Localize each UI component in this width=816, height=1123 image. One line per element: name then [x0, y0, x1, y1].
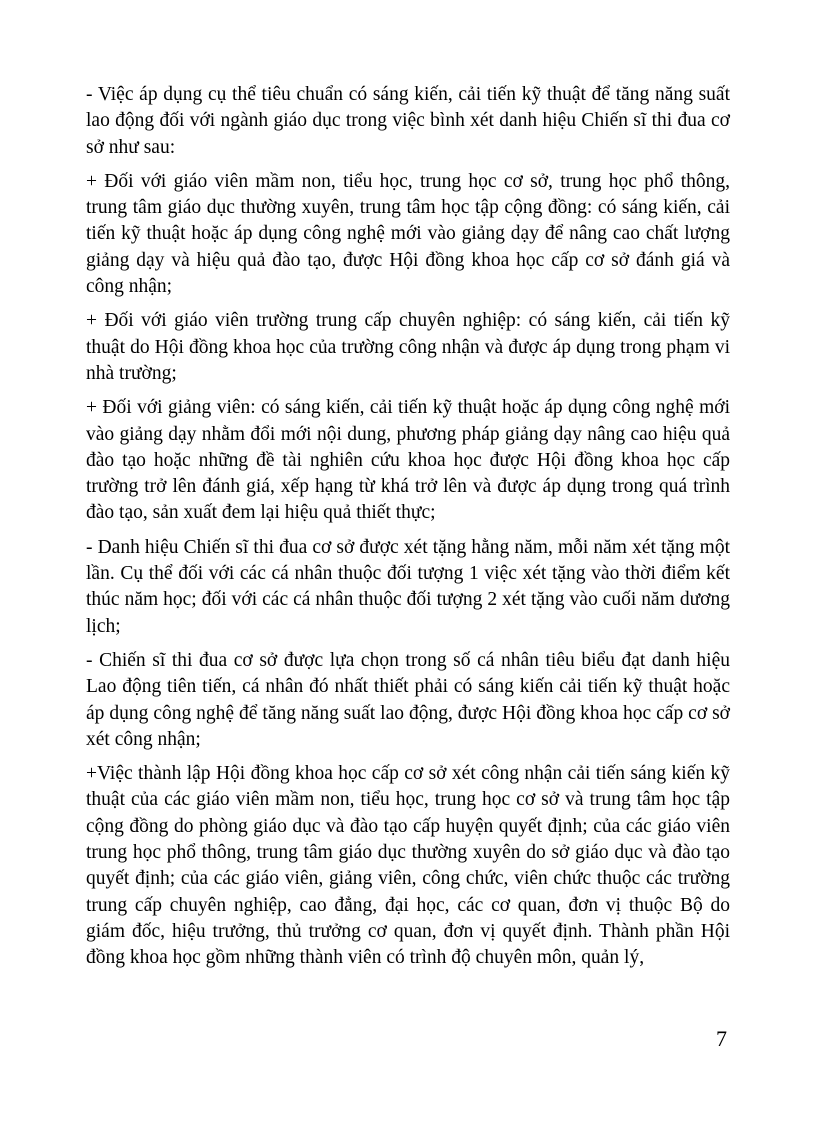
- paragraph-selection: - Chiến sĩ thi đua cơ sở được lựa chọn trong số cá nhân tiêu biểu đạt danh hiệu Lao động tiên tiến, cá nhân đó nhất thiết phải có sáng kiến cải tiến kỹ thuật hoặc áp dụng công nghệ để tăng năng suất lao động, được Hội đồng khoa học cấp cơ sở xét công nhận;: [86, 649, 730, 750]
- document-body: [86, 82, 730, 980]
- paragraph-vocational-teachers: + Đối với giáo viên trường trung cấp chuyên nghiệp: có sáng kiến, cải tiến kỹ thuật do Hội đồng khoa học của trường công nhận và được áp dụng trong phạm vi nhà trường;: [86, 310, 730, 384]
- page-number: 7: [716, 1026, 727, 1051]
- paragraph-lecturers: + Đối với giảng viên: có sáng kiến, cải tiến kỹ thuật hoặc áp dụng công nghệ mới vào giảng dạy nhằm đổi mới nội dung, phương pháp giảng dạy nâng cao hiệu quả đào tạo hoặc những đề tài nghiên cứu khoa học được Hội đồng khoa học cấp trường trở lên đánh giá, xếp hạng từ khá trở lên và được áp dụng trong quá trình đào tạo, sản xuất đem lại hiệu quả thiết thực;: [86, 397, 730, 524]
- paragraph-teachers-general: + Đối với giáo viên mầm non, tiểu học, trung học cơ sở, trung học phổ thông, trung tâm giáo dục thường xuyên, trung tâm học tập cộng đồng: có sáng kiến, cải tiến kỹ thuật hoặc áp dụng công nghệ mới vào giảng dạy để nâng cao chất lượng giảng dạy và hiệu quả đào tạo, được Hội đồng khoa học cấp cơ sở đánh giá và công nhận;: [86, 170, 730, 298]
- paragraph-annual-award: - Danh hiệu Chiến sĩ thi đua cơ sở được xét tặng hằng năm, mỗi năm xét tặng một lần. Cụ thể đối với các cá nhân thuộc đối tượng 1 việc xét tặng vào thời điểm kết thúc năm học; đối với các cá nhân thuộc đối tượng 2 xét tặng vào cuối năm dương lịch;: [86, 536, 730, 637]
- paragraph-council-establishment: +Việc thành lập Hội đồng khoa học cấp cơ sở xét công nhận cải tiến sáng kiến kỹ thuật của các giáo viên mầm non, tiểu học, trung học cơ sở và trung tâm học tập cộng đồng do phòng giáo dục và đào tạo cấp huyện quyết định; của các giáo viên trung học phổ thông, trung tâm giáo dục thường xuyên do sở giáo dục và đào tạo quyết định; của các giáo viên, giảng viên, công chức, viên chức thuộc các trường trung cấp chuyên nghiệp, cao đẳng, đại học, các cơ quan, đơn vị thuộc Bộ do giám đốc, hiệu trưởng, thủ trưởng cơ quan, đơn vị quyết định. Thành phần Hội đồng khoa học gồm những thành viên có trình độ chuyên môn, quản lý,: [86, 763, 730, 969]
- paragraph-criteria-intro: - Việc áp dụng cụ thể tiêu chuẩn có sáng kiến, cải tiến kỹ thuật để tăng năng suất lao động đối với ngành giáo dục trong việc bình xét danh hiệu Chiến sĩ thi đua cơ sở như sau:: [86, 84, 730, 158]
